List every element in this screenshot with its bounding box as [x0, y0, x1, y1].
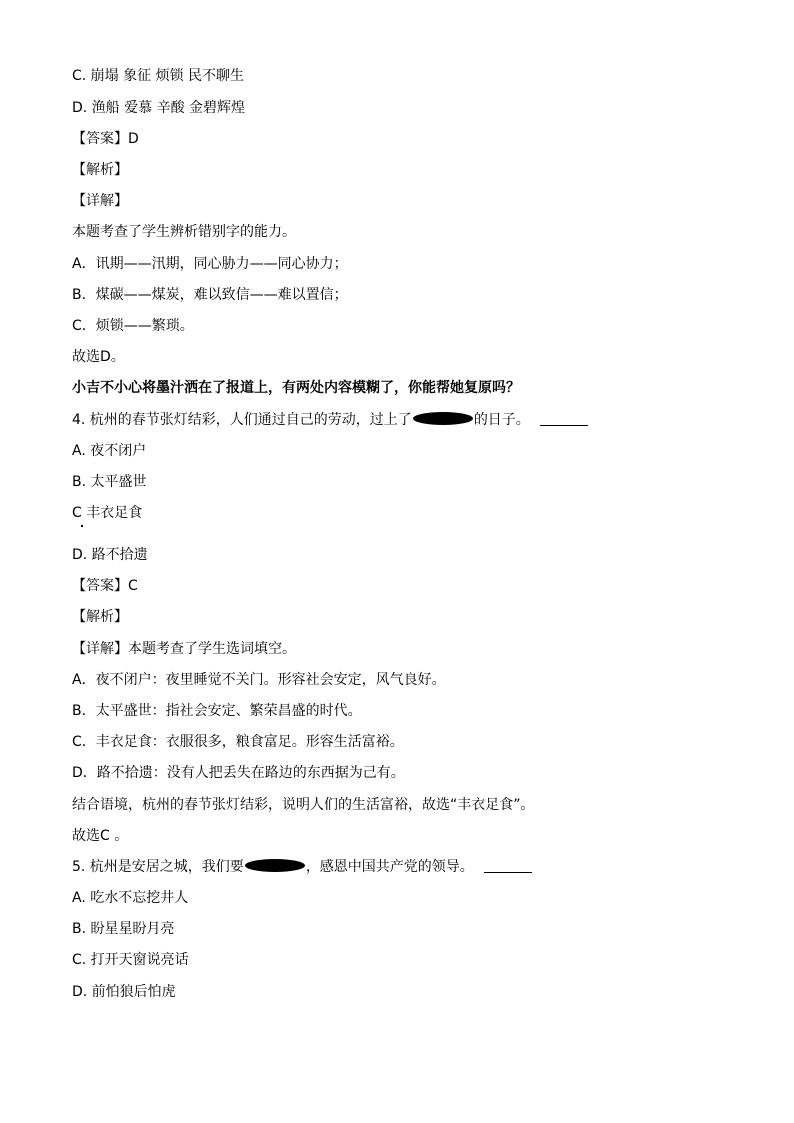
q3-detail-heading: 【详解】	[72, 193, 128, 209]
q4-option-d: D. 路不拾遗	[72, 547, 148, 563]
q5-stem-after: ，感恩中国共产党的领导。	[305, 859, 474, 875]
q3-option-d: D. 渔船 爱慕 辛酸 金碧辉煌	[72, 100, 246, 116]
q5-option-a: A. 吃水不忘挖井人	[72, 890, 189, 906]
q3-analysis-heading: 【解析】	[72, 162, 128, 178]
ink-blot	[245, 859, 305, 872]
q4-stem	[72, 410, 588, 430]
q3-intro: 本题考查了学生辨析错别字的能力。	[72, 224, 296, 240]
answer-blank[interactable]	[484, 858, 532, 873]
q4-detail: 【详解】本题考查了学生选词填空。	[72, 641, 296, 657]
q4-option-b: B. 太平盛世	[72, 474, 147, 490]
q4-explanation-a: A．夜不闭户：夜里睡觉不关门。形容社会安定，风气良好。	[72, 672, 446, 688]
q4-option-c: C 丰衣足食	[72, 505, 143, 521]
q4-stem-after: 的日子。	[473, 412, 530, 428]
q4-answer: 【答案】C	[72, 578, 138, 594]
q4-explanation-d: D．路不拾遗：没有人把丢失在路边的东西据为己有。	[72, 765, 405, 781]
q3-explanation-b: B．煤碳——煤炭，难以致信——难以置信；	[72, 287, 348, 303]
q3-option-c: C. 崩塌 象征 烦锁 民不聊生	[72, 68, 245, 84]
q5-option-c: C. 打开天窗说亮话	[72, 952, 189, 968]
q5-option-d: D. 前怕狼后怕虎	[72, 984, 176, 1000]
answer-blank[interactable]	[540, 411, 588, 426]
q3-answer: 【答案】D	[72, 131, 139, 147]
q4-stem-before: 4. 杭州的春节张灯结彩，人们通过自己的劳动，过上了	[72, 412, 412, 428]
q4-conclusion: 故选C 。	[72, 828, 129, 844]
q4-summary: 结合语境，杭州的春节张灯结彩，说明人们的生活富裕，故选“丰衣足食”。	[72, 797, 535, 813]
q4-option-a: A. 夜不闭户	[72, 443, 147, 459]
q5-stem	[72, 857, 532, 877]
q3-explanation-a: A．讯期——汛期，同心胁力——同心协力；	[72, 256, 348, 272]
section-heading: 小吉不小心将墨汁洒在了报道上，有两处内容模糊了，你能帮她复原吗？	[72, 380, 520, 396]
q5-option-b: B. 盼星星盼月亮	[72, 921, 175, 937]
ink-blot	[413, 412, 473, 425]
stray-dot	[81, 525, 83, 527]
q3-conclusion: 故选D。	[72, 349, 125, 365]
q4-explanation-b: B．太平盛世：指社会安定、繁荣昌盛的时代。	[72, 703, 362, 719]
q5-stem-before: 5. 杭州是安居之城，我们要	[72, 859, 244, 875]
q3-explanation-c: C．烦锁——繁琐。	[72, 318, 194, 334]
q4-explanation-c: C．丰衣足食：衣服很多，粮食富足。形容生活富裕。	[72, 734, 404, 750]
q4-analysis-heading: 【解析】	[72, 609, 128, 625]
